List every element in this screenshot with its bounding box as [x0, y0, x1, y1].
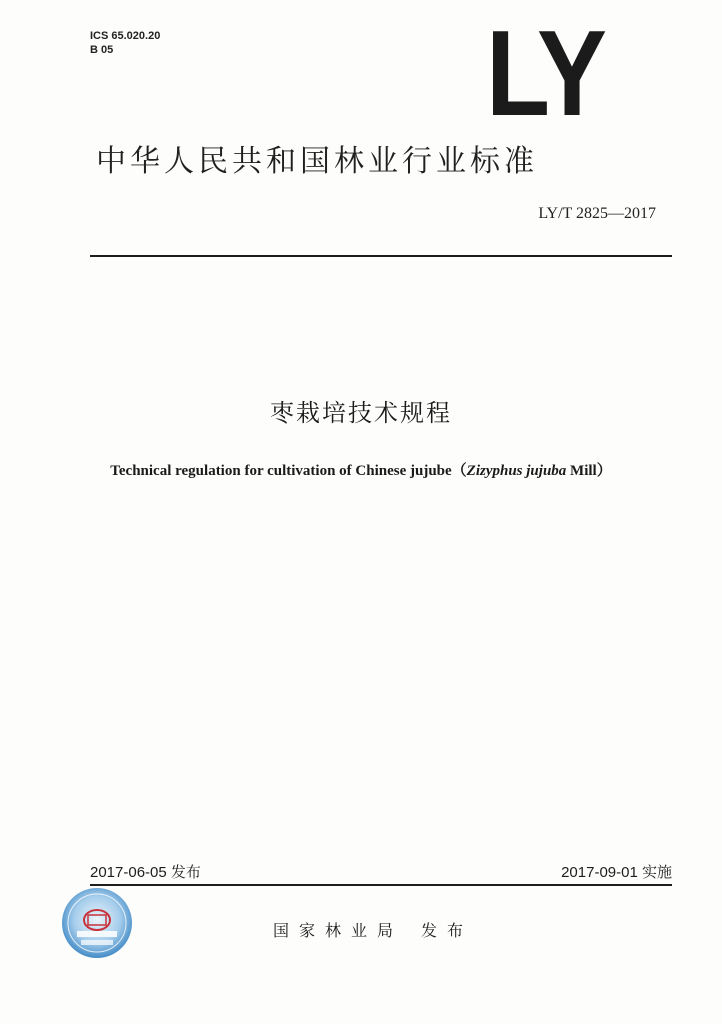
ccs-code: B 05	[90, 44, 114, 56]
publisher-agency: 国家林业局	[273, 921, 404, 940]
top-divider	[90, 255, 672, 257]
publisher-line	[273, 918, 473, 941]
ics-code: ICS 65.020.20	[90, 30, 161, 42]
document-title-en	[0, 459, 722, 480]
issue-date: 2017-06-05 发布	[90, 864, 201, 881]
implementation-date: 2017-09-01 实施	[561, 864, 672, 881]
bottom-divider	[90, 884, 672, 886]
title-en-species: Zizyphus jujuba	[466, 463, 567, 479]
anti-counterfeit-seal-icon	[61, 887, 133, 959]
publisher-action: 发布	[421, 921, 474, 940]
document-title-cn: 枣栽培技术规程	[270, 399, 452, 427]
title-en-tail: Mill）	[566, 463, 612, 479]
title-en-main: Technical regulation for cultivation of Chinese jujube（	[110, 463, 467, 479]
standard-number: LY/T 2825—2017	[538, 205, 656, 222]
classification-codes	[90, 29, 160, 57]
industry-standard-title: 中华人民共和国林业行业标准	[96, 144, 538, 179]
ly-logo: LY	[486, 5, 604, 141]
